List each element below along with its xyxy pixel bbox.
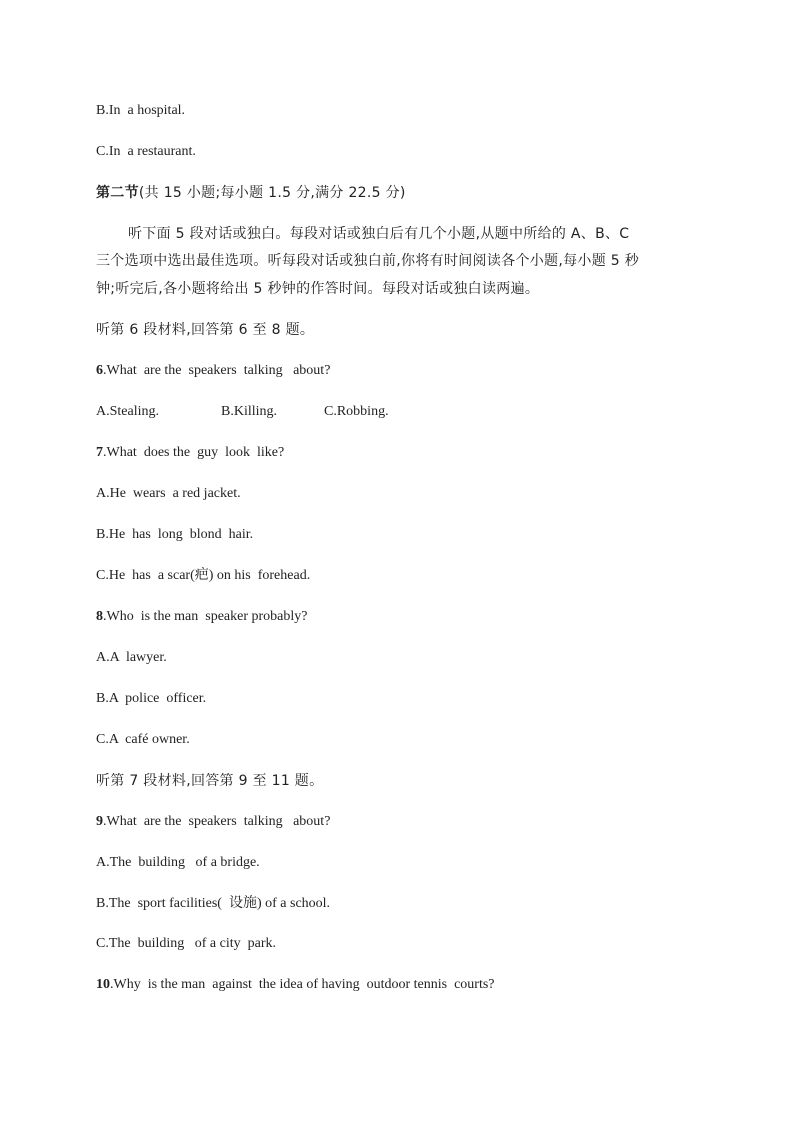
instruction-line-2: 三个选项中选出最佳选项。听每段对话或独白前,你将有时间阅读各个小题,每小题 5 秒 [96, 253, 640, 269]
question-6-option-b: B.Killing. [221, 404, 278, 419]
question-8-text: .Who is the man speaker probably? [103, 609, 308, 624]
question-6-option-c: C.Robbing. [324, 404, 389, 419]
question-7-text: .What does the guy look like? [103, 445, 285, 460]
question-10-text: .Why is the man against the idea of having outdoor tennis courts? [110, 977, 495, 992]
question-7-option-b: B.He has long blond hair. [96, 527, 254, 542]
question-9-text: .What are the speakers talking about? [103, 814, 331, 829]
question-8-number: 8 [96, 609, 103, 624]
instruction-line-3: 钟;听完后,各小题将给出 5 秒钟的作答时间。每段对话或独白读两遍。 [96, 281, 540, 297]
question-9-number: 9 [96, 814, 103, 829]
question-10 [96, 976, 495, 994]
option-c-restaurant: C.In a restaurant. [96, 144, 196, 159]
section-note: (共 15 小题;每小题 1.5 分,满分 22.5 分) [138, 185, 406, 201]
question-7-option-c: C.He has a scar(疤) on his forehead. [96, 568, 311, 583]
question-7 [96, 444, 284, 462]
question-9 [96, 813, 330, 831]
question-9-option-b: B.The sport facilities( 设施) of a school. [96, 896, 331, 911]
option-b-hospital: B.In a hospital. [96, 103, 186, 118]
question-9-option-c: C.The building of a city park. [96, 936, 277, 951]
question-9-option-a: A.The building of a bridge. [96, 855, 260, 870]
question-7-number: 7 [96, 445, 103, 460]
question-8 [96, 608, 308, 626]
question-6 [96, 362, 330, 380]
question-8-option-a: A.A lawyer. [96, 650, 167, 665]
material-6-heading: 听第 6 段材料,回答第 6 至 8 题。 [96, 322, 315, 338]
section-heading [96, 184, 406, 203]
question-6-number: 6 [96, 363, 103, 378]
instruction-line-1: 听下面 5 段对话或独白。每段对话或独白后有几个小题,从题中所给的 A、B、C [128, 226, 630, 242]
section-title: 第二节 [96, 185, 139, 201]
question-8-option-b: B.A police officer. [96, 691, 207, 706]
question-6-option-a: A.Stealing. [96, 404, 159, 419]
question-8-option-c: C.A café owner. [96, 732, 190, 747]
question-7-option-a: A.He wears a red jacket. [96, 486, 241, 501]
material-7-heading: 听第 7 段材料,回答第 9 至 11 题。 [96, 773, 324, 789]
question-10-number: 10 [96, 977, 110, 992]
question-6-text: .What are the speakers talking about? [103, 363, 331, 378]
